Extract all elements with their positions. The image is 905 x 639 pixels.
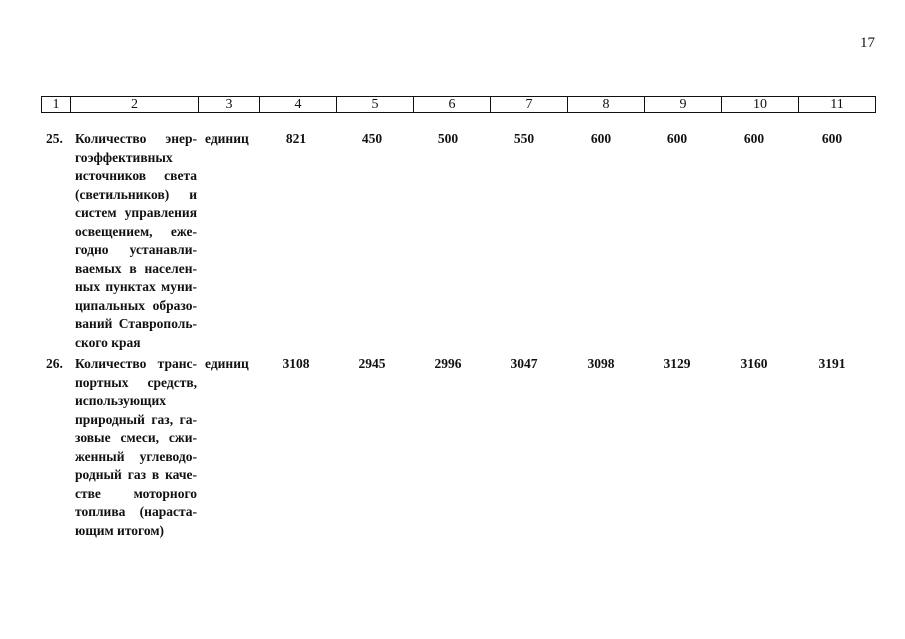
indicator-name-line: ваемых в населен- <box>75 260 197 276</box>
indicator-name-line: Количество транс- <box>75 356 197 371</box>
value-cell: 3191 <box>818 356 846 371</box>
unit-cell: единиц <box>205 356 249 371</box>
value-cell: 2996 <box>434 356 462 371</box>
value-cell: 2945 <box>358 356 386 371</box>
value-cell: 550 <box>513 131 535 146</box>
unit-cell: единиц <box>205 131 249 146</box>
indicator-name-line: женный углеводо- <box>75 448 197 464</box>
header-cell: 3 <box>199 97 260 113</box>
column-number-header <box>41 96 876 113</box>
indicator-name-line: топлива (нараста- <box>75 504 197 519</box>
indicator-name-line: ющим итогом) <box>75 522 165 538</box>
header-cell: 2 <box>71 97 199 113</box>
indicator-name-line: систем управления <box>75 205 197 220</box>
value-cell: 3047 <box>510 356 538 371</box>
row-number: 25. <box>46 131 63 146</box>
header-cell: 6 <box>414 97 491 113</box>
value-cell: 3129 <box>663 356 691 371</box>
value-cell: 3098 <box>587 356 615 371</box>
header-cell: 11 <box>799 97 876 113</box>
header-cell: 5 <box>337 97 414 113</box>
value-cell: 600 <box>590 131 612 146</box>
value-cell: 600 <box>821 131 843 146</box>
indicator-name-line: использующих <box>75 393 166 408</box>
header-cell: 7 <box>491 97 568 113</box>
value-cell: 3108 <box>282 356 310 371</box>
header-cell: 10 <box>722 97 799 113</box>
page-number: 17 <box>860 35 875 51</box>
indicator-name-line: источников света <box>75 168 197 183</box>
indicator-name-line: ных пунктах муни- <box>75 279 197 294</box>
indicator-name-line: освещением, еже- <box>75 223 197 239</box>
indicator-name-line: природный газ, га- <box>75 411 197 427</box>
indicator-name-line: портных средств, <box>75 374 197 390</box>
header-cell: 9 <box>645 97 722 113</box>
indicator-name <box>75 130 197 352</box>
indicator-name-line: годно устанавли- <box>75 242 197 257</box>
header-cell: 8 <box>568 97 645 113</box>
row-number: 26. <box>46 356 63 371</box>
value-cell: 500 <box>437 131 459 146</box>
value-cell: 450 <box>361 131 383 146</box>
header-row <box>42 97 876 113</box>
value-cell: 3160 <box>740 356 768 371</box>
indicator-name-line: Количество энер- <box>75 131 197 146</box>
value-cell: 600 <box>666 131 688 146</box>
header-cell: 4 <box>260 97 337 113</box>
indicator-name-line: гоэффективных <box>75 149 173 165</box>
indicator-name <box>75 355 197 540</box>
value-cell: 600 <box>743 131 765 146</box>
indicator-name-line: стве моторного <box>75 485 197 501</box>
header-cell: 1 <box>42 97 71 113</box>
indicator-name-line: родный газ в каче- <box>75 467 197 482</box>
indicator-name-line: ского края <box>75 334 141 350</box>
indicator-name-line: (светильников) и <box>75 186 197 202</box>
indicator-name-line: зовые смеси, сжи- <box>75 430 197 445</box>
value-cell: 821 <box>285 131 307 146</box>
indicator-name-line: ципальных образо- <box>75 297 197 313</box>
indicator-name-line: ваний Ставрополь- <box>75 316 197 331</box>
